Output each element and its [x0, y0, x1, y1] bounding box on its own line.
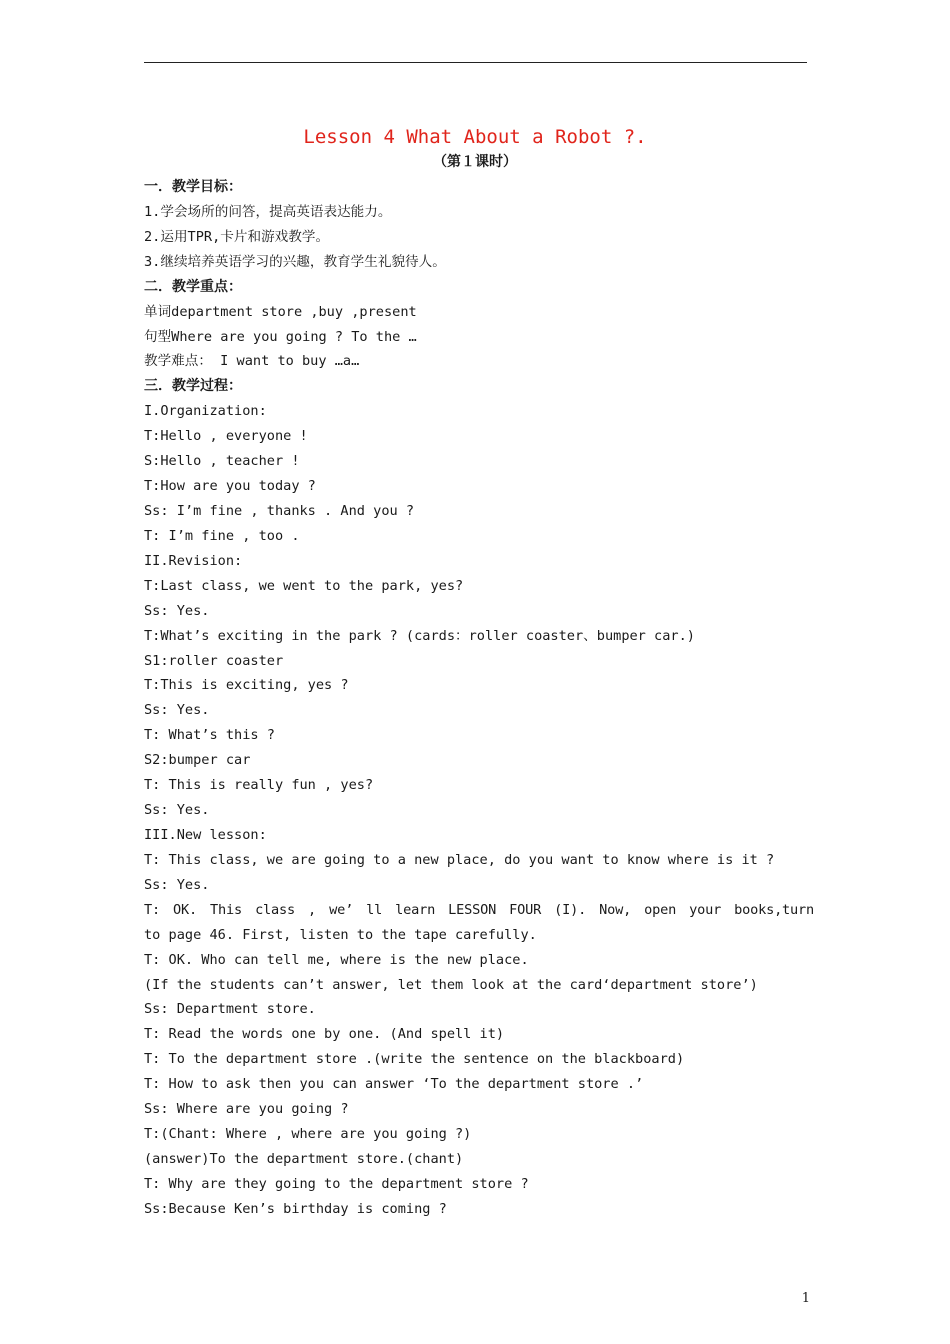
text-line: T:This is exciting, yes ?	[144, 677, 349, 694]
text-line: III.New lesson:	[144, 826, 267, 843]
text-line: I.Organization:	[144, 403, 267, 420]
text-line: 教学难点： I want to buy …a…	[144, 353, 360, 370]
text-line: T: How to ask then you can answer ‘To the department store .’	[144, 1076, 644, 1093]
text-line: T: Why are they going to the department store ?	[144, 1175, 529, 1192]
text-line: T: This class, we are going to a new place, do you want to know where is it ?	[144, 851, 775, 868]
text-line: T:How are you today ?	[144, 478, 316, 495]
text-line: Ss: Yes.	[144, 876, 210, 893]
text-line: T: I’m fine , too .	[144, 527, 300, 544]
text-line: 句型Where are you going ? To the …	[144, 328, 417, 345]
text-line: Ss: Yes.	[144, 702, 210, 719]
lesson-subtitle: （第１课时）	[433, 154, 517, 170]
text-line: 3.继续培养英语学习的兴趣，教育学生礼貌待人。	[144, 253, 446, 270]
text-line: 2.运用TPR,卡片和游戏教学。	[144, 228, 330, 245]
text-line: T: To the department store .(write the sentence on the blackboard)	[144, 1051, 685, 1068]
text-line: T: OK. Who can tell me, where is the new place.	[144, 951, 529, 968]
text-line: S1:roller coaster	[144, 652, 284, 669]
text-line: II.Revision:	[144, 552, 243, 569]
page-number: 1	[801, 1291, 810, 1306]
text-line: T:(Chant: Where , where are you going ?)	[144, 1126, 472, 1143]
text-line: to page 46. First, listen to the tape carefully.	[144, 926, 537, 943]
section-heading: 三．教学过程：	[144, 378, 242, 395]
text-line: S:Hello , teacher !	[144, 453, 300, 470]
text-line: (If the students can’t answer, let them look at the card‘department store’)	[144, 976, 758, 993]
text-line: Ss: Yes.	[144, 802, 210, 819]
lesson-title: Lesson 4 What About a Robot ?.	[303, 126, 647, 148]
text-line: T: OK. This class , we’ ll learn LESSON FOUR (I). Now, open your books,turn	[144, 901, 814, 918]
section-heading: 一．教学目标：	[144, 179, 242, 195]
text-line: Ss: Where are you going ?	[144, 1101, 349, 1118]
text-line: T:Hello , everyone !	[144, 428, 308, 445]
text-line: 1.学会场所的问答，提高英语表达能力。	[144, 203, 392, 220]
text-line: Ss: I’m fine , thanks . And you ?	[144, 502, 415, 519]
text-line: T:Last class, we went to the park, yes?	[144, 577, 464, 594]
section-heading: 二．教学重点：	[144, 278, 242, 295]
text-line: T: What’s this ?	[144, 727, 275, 744]
lesson-body	[144, 175, 814, 1222]
text-line: T: Read the words one by one. (And spell it)	[144, 1026, 505, 1043]
text-line: Ss: Yes.	[144, 602, 210, 619]
text-line: T: This is really fun , yes?	[144, 777, 374, 794]
text-line: T:What’s exciting in the park ? (cards：roller coaster、bumper car.)	[144, 627, 695, 644]
header-rule	[144, 62, 807, 63]
text-line: 单词department store ,buy ,present	[144, 303, 417, 320]
text-line: Ss:Because Ken’s birthday is coming ?	[144, 1200, 447, 1217]
text-line: Ss: Department store.	[144, 1001, 316, 1018]
text-line: (answer)To the department store.(chant)	[144, 1150, 464, 1167]
text-line: S2:bumper car	[144, 752, 251, 769]
